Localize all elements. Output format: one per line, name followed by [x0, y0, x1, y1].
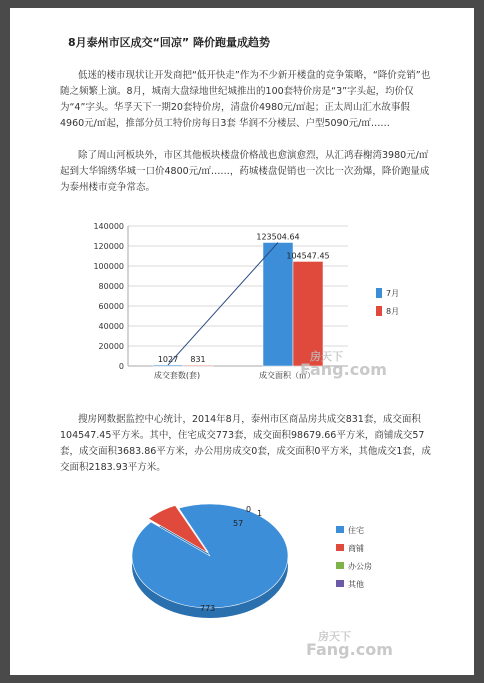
legend-label-0: 住宅 — [348, 526, 364, 535]
legend-swatch-1 — [336, 544, 344, 551]
x-tick-label: 成交套数(套) — [153, 371, 201, 380]
y-tick-label: 20000 — [98, 342, 124, 351]
data-label: 1027 — [157, 354, 179, 364]
legend-label-1: 8月 — [386, 307, 400, 316]
data-label: 123504.64 — [256, 232, 300, 242]
y-tick-label: 0 — [118, 362, 124, 371]
y-tick-label: 40000 — [98, 322, 124, 331]
y-tick-label: 60000 — [98, 302, 124, 311]
data-label: 0 — [246, 505, 252, 514]
watermark-brand: Fang.com — [300, 360, 387, 379]
legend-label-3: 其他 — [348, 580, 364, 589]
bar-8月-0 — [183, 365, 213, 366]
legend-swatch-2 — [336, 562, 344, 569]
y-tick-label: 140000 — [93, 222, 124, 231]
data-label: 1 — [257, 509, 263, 518]
pie-chart — [120, 494, 440, 634]
watermark-brand-2: Fang.com — [306, 640, 393, 659]
legend-swatch-0 — [336, 526, 344, 533]
bar-7月-1 — [263, 242, 293, 366]
watermark-brand-small-2: 房天下 — [318, 630, 351, 643]
article-page — [10, 8, 474, 675]
y-tick-label: 80000 — [98, 282, 124, 291]
legend-swatch-1 — [376, 306, 382, 316]
y-tick-label: 120000 — [93, 242, 124, 251]
data-label: 57 — [233, 519, 244, 528]
x-tick-label: 成交面积（㎡） — [259, 371, 315, 380]
data-label: 831 — [190, 355, 206, 365]
paragraph-2: 除了周山河板块外，市区其他板块楼盘价格战也愈演愈烈，从汇鸿春榭湾3980元/㎡起到大华锦绣华城一口价4800元/㎡……，药城楼盘促销也一次比一次劲爆，降价跑量成为泰州楼市竞争常态。 — [60, 150, 430, 193]
legend-swatch-3 — [336, 580, 344, 587]
paragraph-3: 搜房网数据监控中心统计，2014年8月，泰州市区商品房共成交831套，成交面积104547.45平方米。其中，住宅成交773套，成交面积98679.66平方米，商铺成交57套，成交面积3683.86平方米，办公用房成交0套，成交面积0平方米，其他成交1套，成交面积2183.93平方米。 — [60, 414, 431, 473]
legend-swatch-0 — [376, 288, 382, 298]
legend-label-0: 7月 — [386, 289, 400, 298]
legend-label-1: 商铺 — [348, 544, 364, 553]
paragraph-1: 低迷的楼市现状让开发商把“低开快走”作为不少新开楼盘的竞争策略，“降价竞销”也随之频繁上演。8月，城南大盘绿地世纪城推出的100套特价房是“3”字头起，均价仅为“4”字头。华孚天下一期20套特价房，清盘价4980元/㎡起；正太周山汇水故事假4960元/㎡起，推部分员工特价房每日3套 华润不分楼层、户型5090元/㎡…… — [60, 70, 431, 129]
data-label: 104547.45 — [286, 251, 330, 261]
watermark-brand-small: 房天下 — [310, 350, 343, 363]
article-title: 8月泰州市区成交“回凉” 降价跑量成趋势 — [68, 36, 270, 49]
bar-7月-0 — [153, 365, 183, 366]
y-tick-label: 100000 — [93, 262, 124, 271]
trend-line — [168, 242, 278, 364]
legend-label-2: 办公房 — [348, 562, 372, 571]
data-label: 773 — [200, 604, 216, 613]
